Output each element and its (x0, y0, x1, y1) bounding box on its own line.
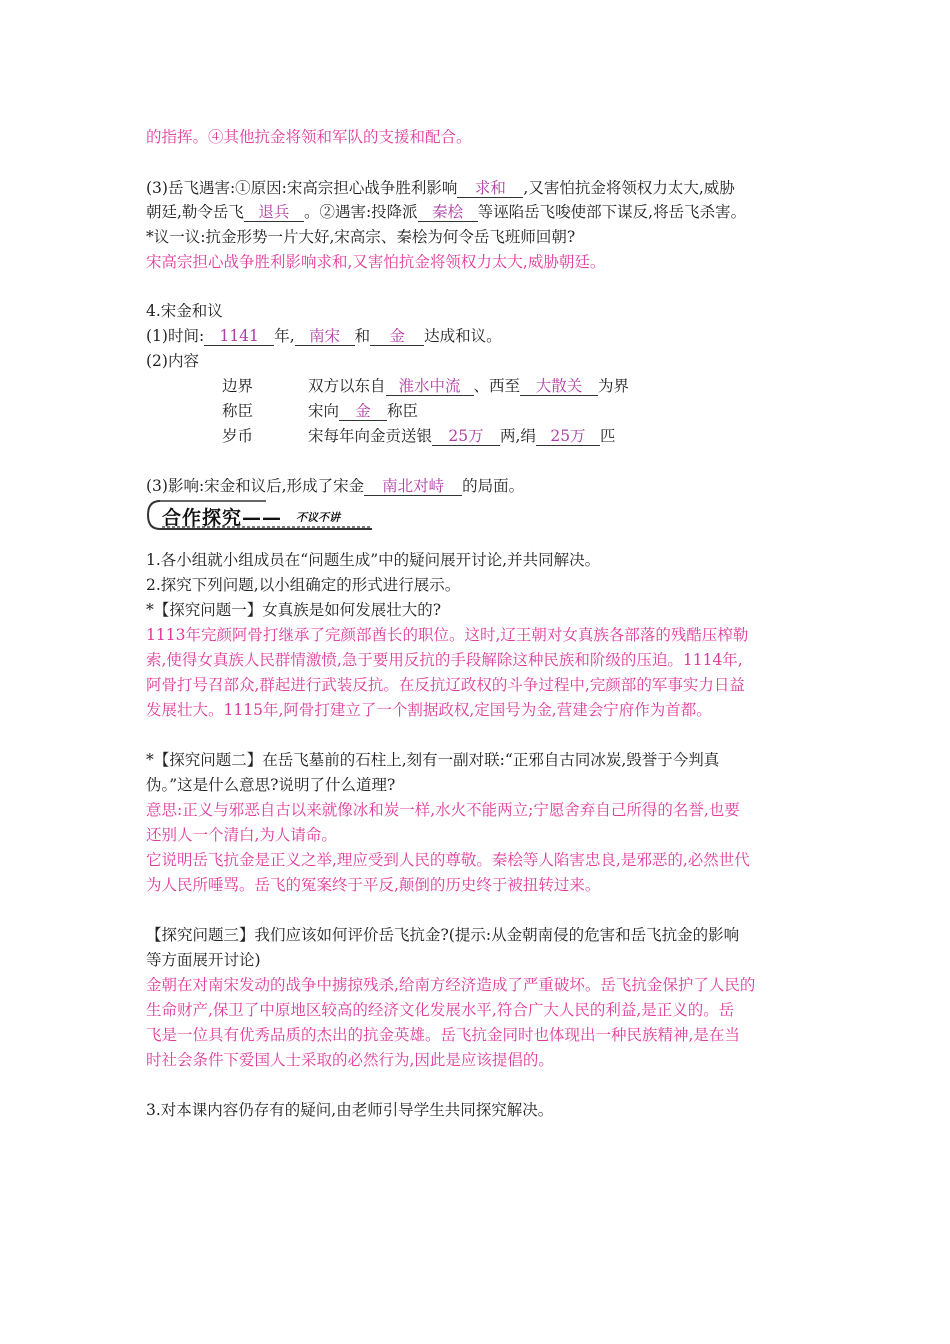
instruction-line: 2.探究下列问题,以小组确定的形式进行展示。 (146, 576, 461, 594)
question-title: *【探究问题二】在岳飞墓前的石柱上,刻有一副对联:“正邪自古同冰炭,毁誉于今判真 (146, 751, 720, 769)
section-title: 4.宋金和议 (146, 302, 223, 320)
fill-blank: 淮水中流 (386, 377, 474, 396)
answer-line: 金朝在对南宋发动的战争中掳掠残杀,给南方经济造成了严重破坏。岳飞抗金保护了人民的 (146, 976, 756, 994)
question-title: 伪。”这是什么意思?说明了什么道理? (146, 776, 396, 794)
row-key: 岁币 (222, 427, 254, 445)
text-segment: 的局面。 (462, 477, 525, 495)
discussion-question: *议一议:抗金形势一片大好,宋高宗、秦桧为何令岳飞班师回朝? (146, 228, 576, 246)
answer-line: 还别人一个清白,为人请命。 (146, 826, 337, 844)
text-segment: 、西至 (473, 377, 521, 395)
fill-blank: 退兵 (244, 203, 304, 222)
answer-line: 飞是一位具有优秀品质的杰出的抗金英雄。岳飞抗金同时也体现出一种民族精神,是在当 (146, 1026, 740, 1044)
text-segment: 达成和议。 (424, 327, 502, 345)
text-segment: 。②遇害:投降派 (303, 203, 418, 221)
text-segment: 等诬陷岳飞唆使部下谋反,将岳飞杀害。 (477, 203, 747, 221)
fill-blank: 25万 (536, 427, 600, 446)
banner-title: 合作探究—— (162, 507, 283, 529)
fill-blank: 南北对峙 (364, 477, 462, 496)
row-key: 称臣 (222, 402, 254, 420)
answer-line: 意思:正义与邪恶自古以来就像冰和炭一样,水火不能两立;宁愿舍弃自己所得的名誉,也要 (146, 801, 740, 819)
fill-blank: 金 (339, 402, 387, 421)
question-title: *【探究问题一】女真族是如何发展壮大的? (146, 601, 442, 619)
instruction-line: 3.对本课内容仍存有的疑问,由老师引导学生共同探究解决。 (146, 1101, 554, 1119)
paragraph-line (146, 177, 735, 199)
text-segment: (1)时间: (146, 327, 205, 345)
paragraph-line (146, 475, 524, 497)
content-row (222, 375, 629, 397)
banner-subtitle: 不议不讲 (296, 511, 340, 524)
answer-line: 时社会条件下爱国人士采取的必然行为,因此是应该提倡的。 (146, 1051, 554, 1069)
answer-line: 1113年完颜阿骨打继承了完颜部酋长的职位。这时,辽王朝对女真族各部落的残酷压榨勒 (146, 626, 749, 644)
answer-line: 为人民所唾骂。岳飞的冤案终于平反,颠倒的历史终于被扭转过来。 (146, 876, 601, 894)
answer-line: 阿骨打号召部众,群起进行武装反抗。在反抗辽政权的斗争过程中,完颜部的军事实力日益 (146, 676, 745, 694)
fill-blank: 1141 (204, 327, 274, 346)
paragraph-line (146, 201, 746, 223)
paragraph-line (146, 325, 502, 347)
fill-blank: 25万 (432, 427, 500, 446)
answer-text: 的指挥。④其他抗金将领和军队的支援和配合。 (146, 128, 472, 146)
text-segment: 和 (354, 327, 371, 345)
text-segment: 双方以东自 (308, 377, 386, 395)
text-segment: 为界 (598, 377, 630, 395)
text-segment: 宋每年向金贡送银 (308, 427, 433, 445)
row-key: 边界 (222, 377, 254, 395)
answer-text: 宋高宗担心战争胜利影响求和,又害怕抗金将领权力太大,威胁朝廷。 (146, 253, 606, 271)
text-segment: 匹 (599, 427, 616, 445)
answer-line: 索,使得女真族人民群情激愤,急于要用反抗的手段解除这种民族和阶级的压迫。1114年, (146, 651, 743, 669)
text-segment: 两,绢 (500, 427, 536, 445)
text-segment: 朝廷,勒令岳飞 (146, 203, 244, 221)
instruction-line: 1.各小组就小组成员在“问题生成”中的疑问展开讨论,并共同解决。 (146, 551, 601, 569)
question-title: 【探究问题三】我们应该如何评价岳飞抗金?(提示:从金朝南侵的危害和岳飞抗金的影响 (146, 926, 740, 944)
text-segment: 宋向 (308, 402, 340, 420)
content-row (222, 400, 418, 422)
text-segment: (3)影响:宋金和议后,形成了宋金 (146, 477, 365, 495)
text-segment: 年, (274, 327, 295, 345)
section-banner (146, 497, 378, 533)
fill-blank: 秦桧 (418, 203, 478, 222)
content-row (222, 425, 615, 447)
fill-blank: 南宋 (295, 327, 355, 346)
answer-line: 发展壮大。1115年,阿骨打建立了一个割据政权,定国号为金,营建会宁府作为首都。 (146, 701, 712, 719)
answer-line: 生命财产,保卫了中原地区较高的经济文化发展水平,符合广大人民的利益,是正义的。岳 (146, 1001, 735, 1019)
text-segment: (3)岳飞遇害:①原因:宋高宗担心战争胜利影响 (146, 179, 458, 197)
question-title: 等方面展开讨论) (146, 951, 261, 969)
content-label: (2)内容 (146, 352, 199, 370)
fill-blank: 求和 (457, 179, 523, 198)
fill-blank: 金 (370, 327, 424, 346)
text-segment: ,又害怕抗金将领权力太大,威胁 (523, 179, 735, 197)
text-segment: 称臣 (387, 402, 419, 420)
fill-blank: 大散关 (520, 377, 598, 396)
answer-line: 它说明岳飞抗金是正义之举,理应受到人民的尊敬。秦桧等人陷害忠良,是邪恶的,必然世代 (146, 851, 750, 869)
